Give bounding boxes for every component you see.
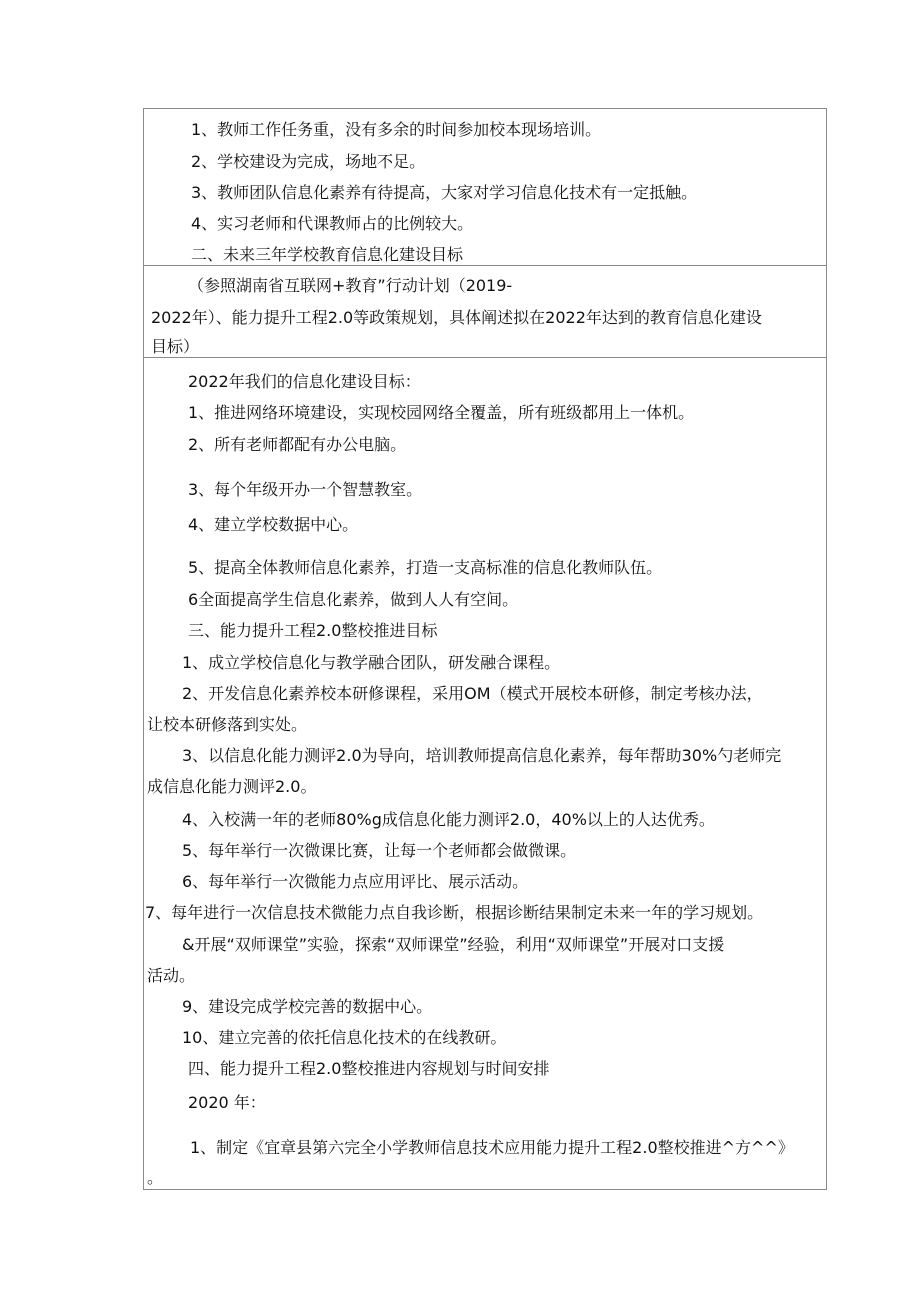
plan-line-1: 1、制定《宜章县第六完全小学教师信息技术应用能力提升工程2.0整校推进^方^^》 bbox=[190, 1138, 794, 1157]
target-item-10: 10、建立完善的依托信息化技术的在线教研。 bbox=[182, 1028, 507, 1047]
target-item-8-line-2: 活动。 bbox=[147, 966, 196, 985]
target-item-6: 6、每年举行一次微能力点应用评比、展示活动。 bbox=[182, 872, 529, 891]
target-item-2-line-1: 2、开发信息化素养校本研修课程，采用OM（模式开展校本研修，制定考核办法， bbox=[182, 684, 763, 703]
year-label: 2020 年： bbox=[188, 1093, 266, 1112]
challenge-item-4: 4、实习老师和代课教师占的比例较大。 bbox=[191, 214, 474, 233]
challenge-item-3: 3、教师团队信息化素养有待提高，大家对学习信息化技术有一定抵触。 bbox=[191, 183, 698, 202]
plan-line-2: 。 bbox=[147, 1168, 164, 1187]
goal-item-2: 2、所有老师都配有办公电脑。 bbox=[188, 435, 407, 454]
target-item-3-line-1: 3、以信息化能力测评2.0为导向，培训教师提高信息化素养，每年帮助30%勺老师完 bbox=[182, 746, 782, 765]
challenge-item-2: 2、学校建设为完成，场地不足。 bbox=[191, 152, 426, 171]
section-heading-4: 四、能力提升工程2.0整校推进内容规划与时间安排 bbox=[188, 1059, 550, 1078]
goal-item-5: 5、提高全体教师信息化素养，打造一支高标准的信息化教师队伍。 bbox=[188, 558, 663, 577]
target-item-3-line-2: 成信息化能力测评2.0。 bbox=[147, 777, 317, 796]
target-item-5: 5、每年举行一次微课比赛，让每一个老师都会做微课。 bbox=[182, 841, 577, 860]
target-item-9: 9、建设完成学校完善的数据中心。 bbox=[182, 997, 433, 1016]
target-item-8-line-1: &开展“双师课堂”实验，探索“双师课堂”经验，利用“双师课堂”开展对口支援 bbox=[182, 935, 725, 954]
section-heading-2: 二、未来三年学校教育信息化建设目标 bbox=[191, 245, 464, 264]
target-item-2-line-2: 让校本研修落到实处。 bbox=[147, 715, 308, 734]
reference-note-line-3: 目标） bbox=[151, 337, 200, 356]
challenge-item-1: 1、教师工作任务重，没有多余的时间参加校本现场培训。 bbox=[191, 120, 602, 139]
reference-note-line-1: （参照湖南省互联网+教育”行动计划（2019- bbox=[188, 276, 513, 295]
goal-item-1: 1、推进网络环境建设，实现校园网络全覆盖，所有班级都用上一体机。 bbox=[188, 403, 695, 422]
target-item-7: 7、每年进行一次信息技术微能力点自我诊断，根据诊断结果制定未来一年的学习规划。 bbox=[145, 903, 764, 922]
goal-item-3: 3、每个年级开办一个智慧教室。 bbox=[188, 480, 423, 499]
reference-note-line-2: 2022年）、能力提升工程2.0等政策规划，具体阐述拟在2022年达到的教育信息化建设 bbox=[151, 308, 762, 327]
target-item-1: 1、成立学校信息化与教学融合团队，研发融合课程。 bbox=[182, 653, 561, 672]
target-item-4: 4、入校满一年的老师80%g成信息化能力测评2.0，40%以上的人达优秀。 bbox=[182, 810, 715, 829]
section-heading-3: 三、能力提升工程2.0整校推进目标 bbox=[188, 621, 438, 640]
goal-item-4: 4、建立学校数据中心。 bbox=[188, 515, 359, 534]
goal-item-6: 6全面提高学生信息化素养，做到人人有空间。 bbox=[188, 590, 519, 609]
goals-intro: 2022年我们的信息化建设目标： bbox=[188, 372, 421, 391]
